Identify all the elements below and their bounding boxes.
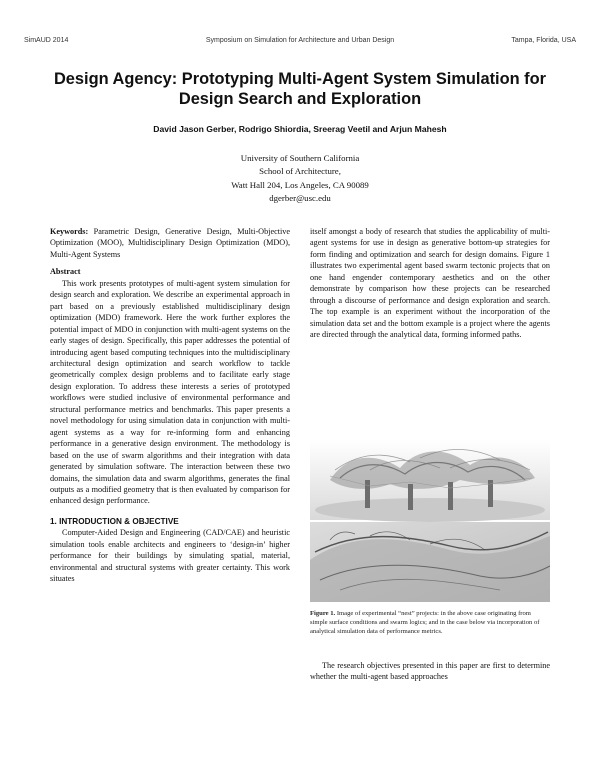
abstract-text: This work presents prototypes of multi-agent system simulation for design search and exploration. We describe an experimental approach in part based on a previously established multidisciplinary design optimization (MDO) framework. Here the work further explores the potential impact of MDO in conjunction with multi-agent systems on the early stages of design. Specifically, this paper addresses the potential of introducing agent based computing techniques into the multidisciplinary architectural design optimization and search workflow to tackle geometrically complex design problems and to facilitate early stage design exploration. To address these interests a series of prototyped workflows were studied inclusive of environmental performance and structural performance metrics and benchmarks. This paper presents a novel methodology for using simulation data in conjunction with multi-agent systems as a way for re-informing form and enhancing performance in a generative design environment. The methodology is based on the use of swarm algorithms and their integration with data generated by simulation software. The interaction between these two domains, the simulation data and swarm algorithms, generates the final outputs as a modified geometry that is then evaluated by comparison for enhanced design performance. (50, 278, 290, 506)
header-conference: SimAUD 2014 (24, 37, 69, 44)
author-list: David Jason Gerber, Rodrigo Shiordia, Sreerag Veetil and Arjun Mahesh (153, 124, 447, 134)
objectives-text: The research objectives presented in this paper are first to determine whether the multi-agent based approaches (310, 661, 550, 682)
affiliation-block (100, 152, 500, 206)
affiliation-university: University of Southern California (240, 153, 360, 163)
header-symposium: Symposium on Simulation for Architecture and Urban Design (205, 37, 395, 44)
right-column (310, 226, 550, 341)
keywords-paragraph (50, 226, 290, 260)
affiliation-address: Watt Hall 204, Los Angeles, CA 90089 (231, 179, 369, 190)
affiliation-school: School of Architecture, (259, 166, 341, 177)
paper-title: Design Agency: Prototyping Multi-Agent System Simulation for Design Search and Exploration (53, 70, 547, 108)
keywords-text: Parametric Design, Generative Design, Multi-Objective Optimization (MOO), Multidisciplinary Design Optimization (MDO), Multi-Agent Systems (50, 227, 290, 259)
figure-1-image (310, 440, 550, 602)
abstract-heading: Abstract (50, 267, 81, 277)
keywords-label: Keywords: (50, 227, 89, 236)
intro-text: Computer-Aided Design and Engineering (CAD/CAE) and heuristic simulation tools enable architects and engineers to ‘design-in’ higher performance for their buildings by simulating spatial, material, environmental and structural systems with greater certainty. This work situates (50, 528, 290, 584)
header-location: Tampa, Florida, USA (511, 37, 576, 44)
caption-text: Image of experimental “nest” projects: in the above case originating from simple surface conditions and swarm logics; and in the case below via incorporation of analytical simulation data of performance metrics. (310, 610, 540, 636)
intro-heading: 1. INTRODUCTION & OBJECTIVE (50, 516, 179, 526)
left-column (50, 226, 290, 585)
figure-1-caption (310, 609, 550, 637)
affiliation-email: dgerber@usc.edu (269, 193, 331, 204)
figure-bottom-nest (310, 522, 550, 602)
continuation-paragraph: itself amongst a body of research that studies the applicability of multi-agent systems for use in design as generative bottom-up strategies for form finding and optimization and search for design domains. Figure 1 illustrates two experimental agent based swarm tectonic projects that on one hand engender contemporary aesthetics and on the other demonstrate by comparison how these projects can be researched through a discourse of performance and design exploration and search. The top example is an experiment without the incorporation of the simulation data set and the bottom example is a project where the agents are directed through the analytical data, forming informed paths. (310, 227, 550, 340)
objectives-paragraph (310, 660, 550, 683)
caption-label: Figure 1. (310, 610, 336, 617)
figure-top-nest (310, 440, 550, 522)
